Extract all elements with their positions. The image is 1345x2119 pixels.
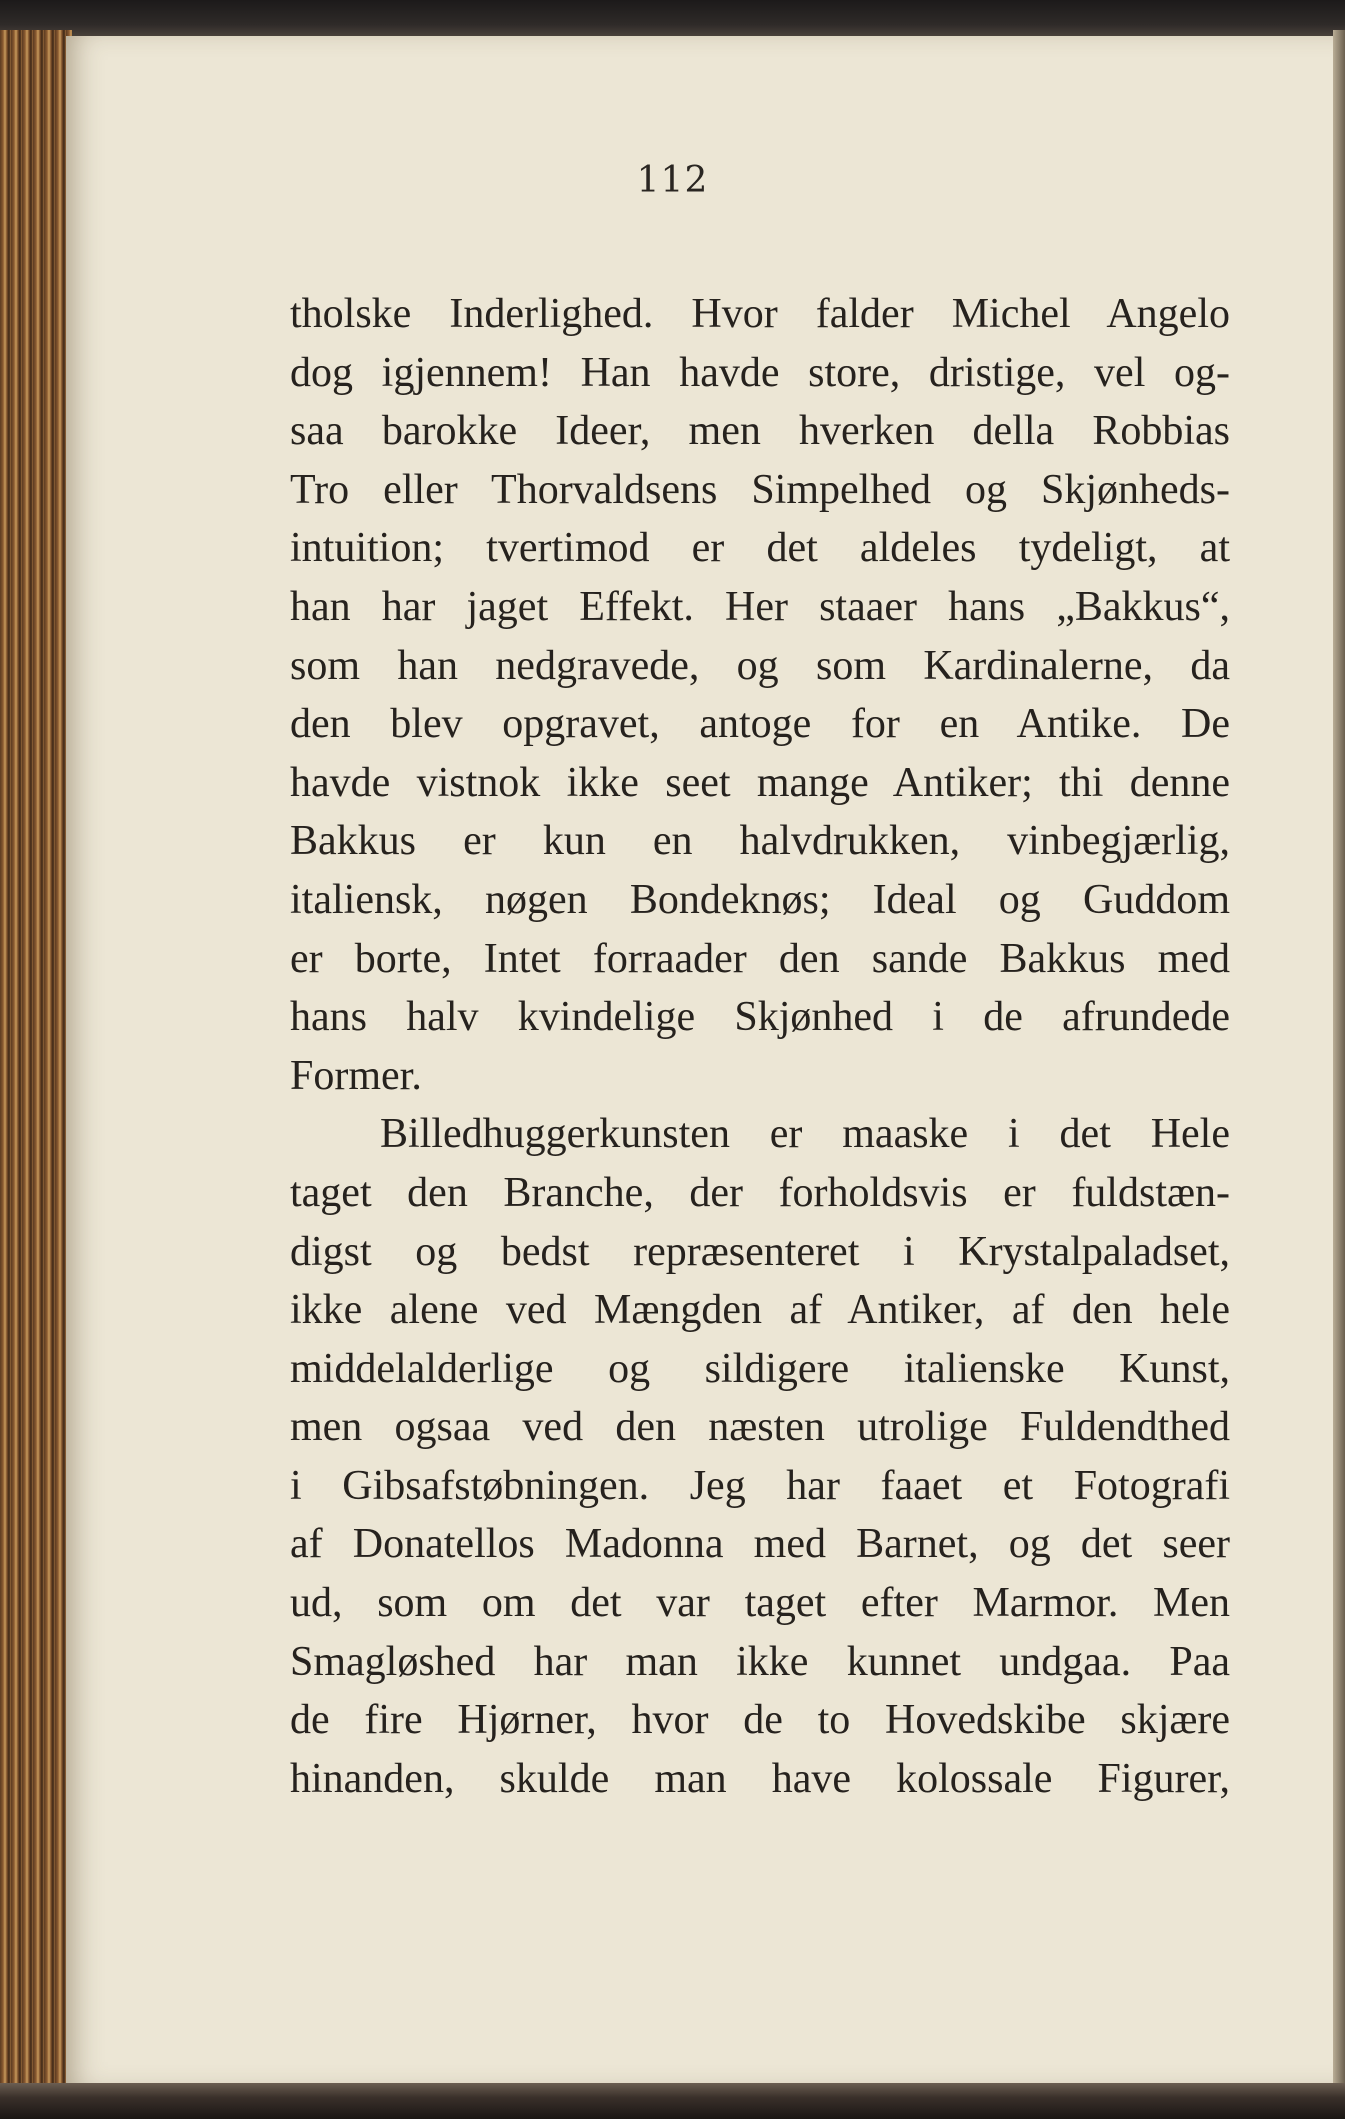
text-line: dog igjennem! Han havde store, dristige, vel og-: [290, 349, 1230, 396]
text-line: Former.: [290, 1052, 422, 1099]
text-line: Bakkus er kun en halvdrukken, vinbegjærlig,: [290, 818, 1230, 865]
text-line: Smagløshed har man ikke kunnet undgaa. Paa: [290, 1638, 1230, 1685]
body-text: [290, 285, 1230, 1808]
text-line: middelalderlige og sildigere italienske Kunst,: [290, 1345, 1230, 1392]
text-line: italiensk, nøgen Bondeknøs; Ideal og Guddom: [290, 876, 1230, 923]
paragraph-first-line: Billedhuggerkunsten er maaske i det Hele: [380, 1111, 1230, 1158]
text-line: hans halv kvindelige Skjønhed i de afrundede: [290, 994, 1230, 1041]
text-line: intuition; tvertimod er det aldeles tydeligt, at: [290, 525, 1230, 572]
text-line: af Donatellos Madonna med Barnet, og det seer: [290, 1521, 1230, 1568]
text-line: som han nedgravede, og som Kardinalerne, da: [290, 642, 1230, 689]
text-line: digst og bedst repræsenteret i Krystalpaladset,: [290, 1228, 1230, 1275]
book-spine: [0, 30, 72, 2090]
page-right-edge: [1333, 30, 1345, 2090]
text-line: ud, som om det var taget efter Marmor. Men: [290, 1580, 1230, 1627]
text-line: de fire Hjørner, hvor de to Hovedskibe skjære: [290, 1697, 1230, 1744]
text-line: han har jaget Effekt. Her staaer hans „Bakkus“,: [290, 583, 1230, 630]
text-line: er borte, Intet forraader den sande Bakkus med: [290, 935, 1230, 982]
text-line: i Gibsafstøbningen. Jeg har faaet et Fotografi: [290, 1462, 1230, 1509]
text-line: tholske Inderlighed. Hvor falder Michel Angelo: [290, 291, 1230, 337]
text-line: den blev opgravet, antoge for en Antike. De: [290, 701, 1230, 748]
text-line: saa barokke Ideer, men hverken della Robbias: [290, 408, 1230, 455]
text-line: men ogsaa ved den næsten utrolige Fuldendthed: [290, 1404, 1230, 1451]
text-line: havde vistnok ikke seet mange Antiker; thi denne: [290, 759, 1230, 806]
text-line: Tro eller Thorvaldsens Simpelhed og Skjønheds-: [290, 466, 1230, 513]
text-line: taget den Branche, der forholdsvis er fuldstæn-: [290, 1169, 1230, 1216]
book-bottom-edge: [0, 2083, 1345, 2119]
page-number: 112: [636, 160, 709, 201]
text-line: hinanden, skulde man have kolossale Figurer,: [290, 1755, 1230, 1802]
text-line: ikke alene ved Mængden af Antiker, af den hele: [290, 1287, 1230, 1334]
